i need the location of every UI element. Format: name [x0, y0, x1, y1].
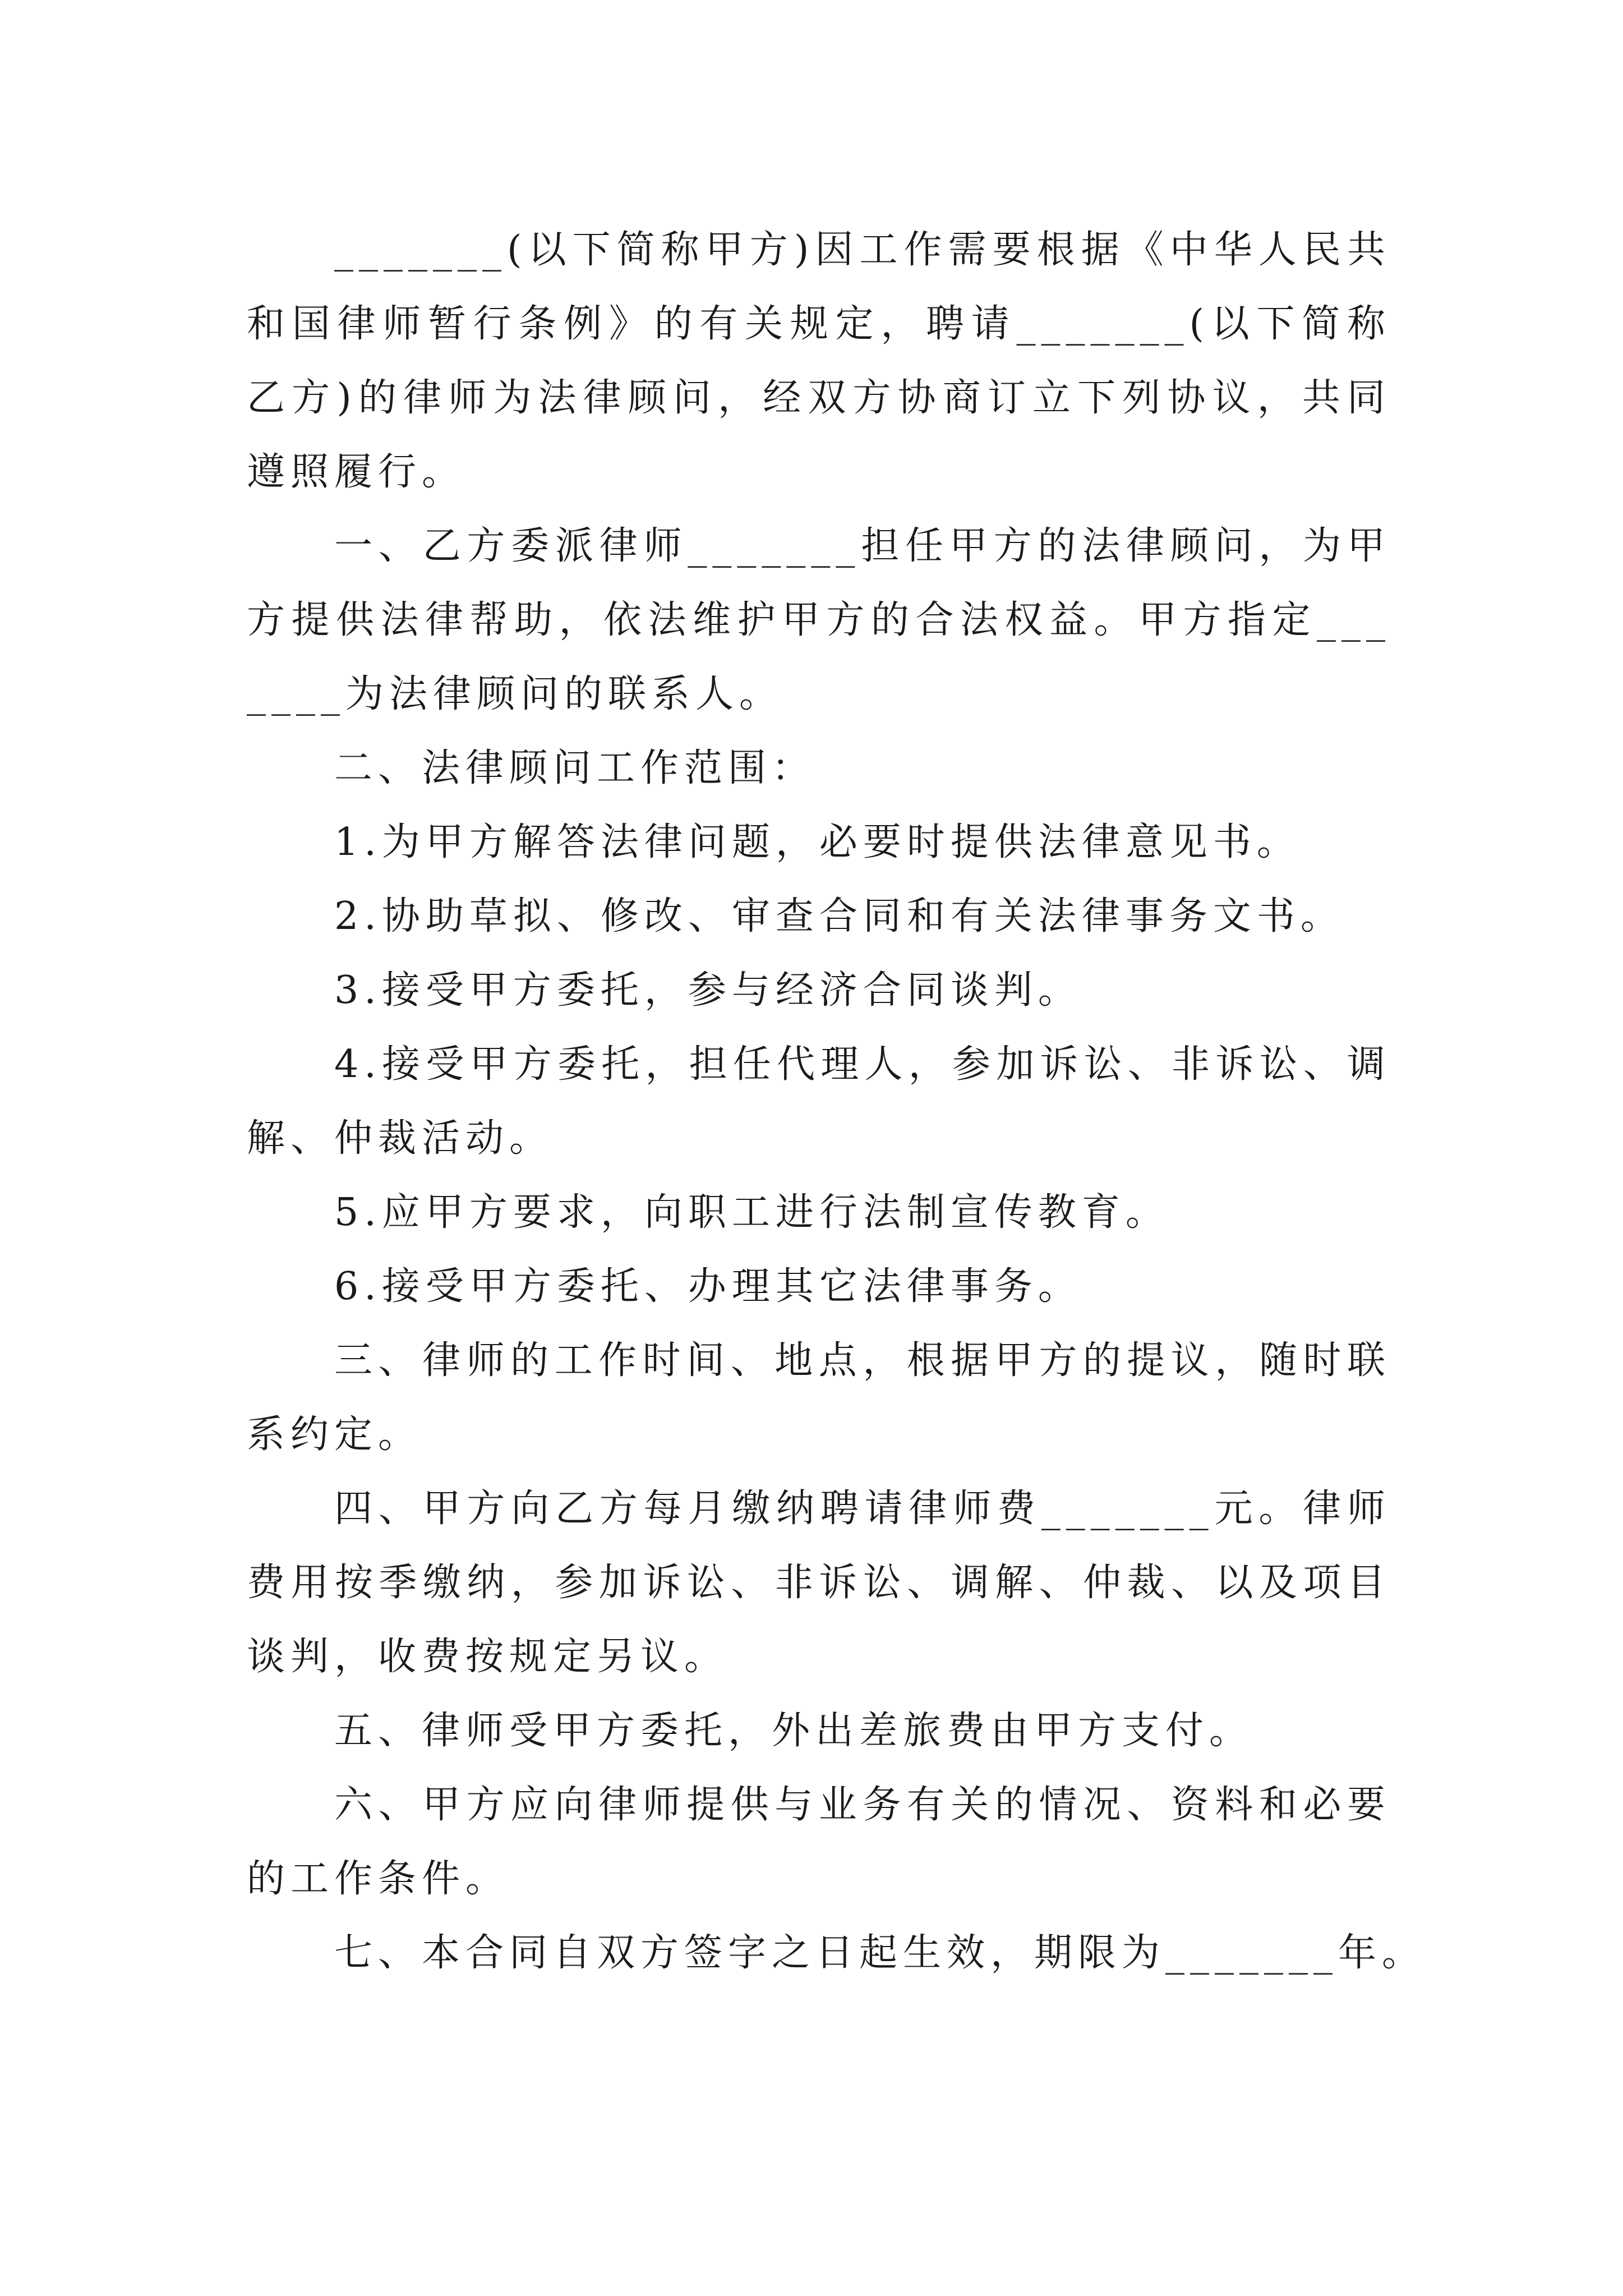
document-body [247, 213, 1426, 1990]
paragraph-clause-6: 六、甲方应向律师提供与业务有关的情况、资料和必要的工作条件。 [247, 1783, 1391, 1901]
paragraph-clause-4: 四、甲方向乙方每月缴纳聘请律师费_______元。律师费用按季缴纳，参加诉讼、非诉讼、调解、仲裁、以及项目谈判，收费按规定另议。 [247, 1487, 1391, 1679]
paragraph-intro: _______(以下简称甲方)因工作需要根据《中华人民共和国律师暂行条例》的有关规定，聘请_______(以下简称乙方)的律师为法律顾问，经双方协商订立下列协议，共同遵照履行。 [247, 228, 1391, 494]
paragraph-clause-3: 三、律师的工作时间、地点，根据甲方的提议，随时联系约定。 [247, 1338, 1391, 1457]
paragraph-scope-item-1: 1.为甲方解答法律问题，必要时提供法律意见书。 [334, 820, 1301, 864]
paragraph-clause-5: 五、律师受甲方委托，外出差旅费由甲方支付。 [334, 1709, 1253, 1753]
paragraph-scope-item-3: 3.接受甲方委托，参与经济合同谈判。 [334, 968, 1082, 1013]
paragraph-clause-2: 二、法律顾问工作范围： [334, 746, 816, 790]
paragraph-scope-item-5: 5.应甲方要求，向职工进行法制宣传教育。 [334, 1190, 1169, 1235]
paragraph-clause-7: 七、本合同自双方签字之日起生效，期限为_______年。 [334, 1931, 1426, 1975]
paragraph-scope-item-4: 4.接受甲方委托，担任代理人，参加诉讼、非诉讼、调解、仲裁活动。 [247, 1042, 1391, 1161]
paragraph-scope-item-6: 6.接受甲方委托、办理其它法律事务。 [334, 1264, 1082, 1309]
paragraph-clause-1: 一、乙方委派律师_______担任甲方的法律顾问，为甲方提供法律帮助，依法维护甲方的合法权益。甲方指定_______为法律顾问的联系人。 [247, 524, 1391, 716]
paragraph-scope-item-2: 2.协助草拟、修改、审查合同和有关法律事务文书。 [334, 894, 1344, 938]
